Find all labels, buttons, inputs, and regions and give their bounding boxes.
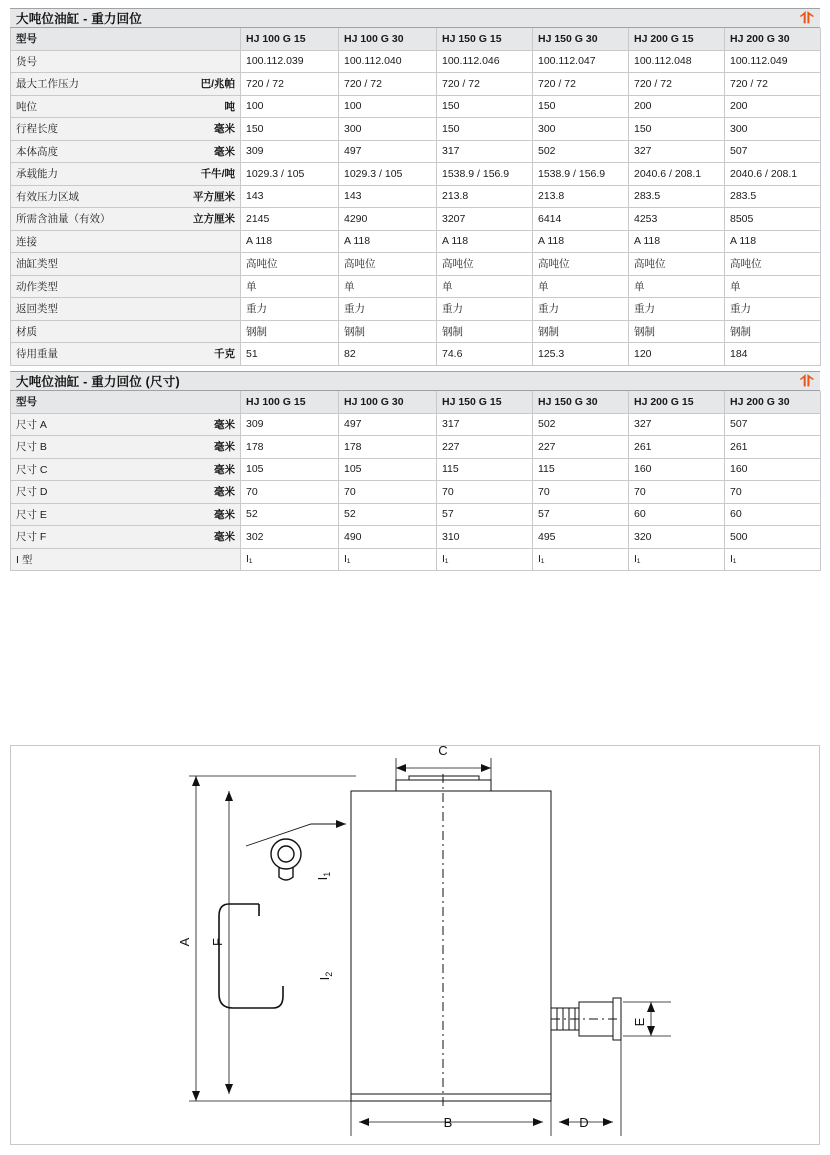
dim-label-e-text: E: [632, 1017, 647, 1027]
cell: 57: [533, 503, 629, 526]
header-cell: HJ 100 G 15: [241, 391, 339, 413]
header-cell: HJ 150 G 30: [533, 28, 629, 50]
cell: 100.112.039: [241, 50, 339, 73]
row-label-cell: [11, 140, 241, 163]
table-row: [11, 343, 821, 366]
row-label-cell: [11, 73, 241, 96]
header-cell: HJ 100 G 30: [339, 28, 437, 50]
cell: A 118: [725, 230, 821, 253]
cell: 100.112.046: [437, 50, 533, 73]
cell: 重力: [241, 298, 339, 321]
cell: 高吨位: [339, 253, 437, 276]
cell: 60: [725, 503, 821, 526]
block-title-main: [10, 8, 820, 28]
cell: 70: [533, 481, 629, 504]
cell: 重力: [725, 298, 821, 321]
cell: 60: [629, 503, 725, 526]
dim-label-b-text: B: [443, 1115, 453, 1130]
table-row: [11, 503, 821, 526]
cell: I₁: [241, 548, 339, 571]
row-label-cell: [11, 481, 241, 504]
cell: 1538.9 / 156.9: [533, 163, 629, 186]
row-label: 最大工作压力: [16, 78, 79, 91]
cell: 钢制: [339, 320, 437, 343]
cell: 105: [241, 458, 339, 481]
cell: 227: [437, 436, 533, 459]
dim-label-d-text: D: [579, 1115, 589, 1130]
cell: 150: [437, 118, 533, 141]
block-title-dimensions: [10, 371, 820, 391]
row-label: 连接: [16, 235, 37, 248]
dim-label-i2-text: $I_2$: [317, 971, 334, 981]
header-cell: HJ 200 G 30: [725, 391, 821, 413]
row-unit: 平方厘米: [193, 190, 235, 203]
cell: 单: [437, 275, 533, 298]
row-label: 货号: [16, 55, 37, 68]
cell: 310: [437, 526, 533, 549]
table-row: [11, 73, 821, 96]
cell: 51: [241, 343, 339, 366]
cell: 283.5: [725, 185, 821, 208]
cell: 钢制: [533, 320, 629, 343]
row-unit: 毫米: [214, 441, 235, 454]
cell: 70: [241, 481, 339, 504]
row-label: 动作类型: [16, 280, 58, 293]
cell: I₁: [629, 548, 725, 571]
cell: 4253: [629, 208, 725, 231]
cell: 高吨位: [533, 253, 629, 276]
cell: 100.112.048: [629, 50, 725, 73]
spec-block-main: [10, 8, 820, 366]
cell: 钢制: [725, 320, 821, 343]
arrow-down-icon: ⥣: [799, 9, 814, 27]
cell: 213.8: [437, 185, 533, 208]
cell: 1029.3 / 105: [339, 163, 437, 186]
cell: 单: [339, 275, 437, 298]
dim-label-i1-text: $I_1$: [315, 871, 332, 881]
table-row: [11, 208, 821, 231]
cell: 100: [241, 95, 339, 118]
dim-label-a-text: A: [177, 937, 192, 947]
row-label-cell: [11, 413, 241, 436]
table-row: [11, 481, 821, 504]
row-label: 吨位: [16, 100, 37, 113]
cell: 82: [339, 343, 437, 366]
cell: 300: [339, 118, 437, 141]
cell: 100: [339, 95, 437, 118]
table-row: [11, 253, 821, 276]
cell: A 118: [533, 230, 629, 253]
row-label: 尺寸 C: [16, 463, 48, 476]
cell: 8505: [725, 208, 821, 231]
row-label: 尺寸 A: [16, 418, 47, 431]
cell: 500: [725, 526, 821, 549]
cell: 150: [533, 95, 629, 118]
cell: 100.112.040: [339, 50, 437, 73]
row-unit: 立方厘米: [193, 213, 235, 226]
cell: 120: [629, 343, 725, 366]
cell: 143: [241, 185, 339, 208]
cell: 283.5: [629, 185, 725, 208]
row-label-cell: [11, 163, 241, 186]
table-row: [11, 230, 821, 253]
cell: 160: [725, 458, 821, 481]
cell: 502: [533, 140, 629, 163]
row-unit: 毫米: [214, 123, 235, 136]
row-label-cell: [11, 118, 241, 141]
block-title-text: 大吨位油缸 - 重力回位: [16, 12, 143, 26]
spec-table-dimensions: [10, 391, 821, 571]
table-row: [11, 163, 821, 186]
cell: 327: [629, 413, 725, 436]
cell: 150: [629, 118, 725, 141]
cell: 125.3: [533, 343, 629, 366]
row-label-cell: [11, 298, 241, 321]
spec-block-dimensions: [10, 371, 820, 571]
row-unit: 毫米: [214, 531, 235, 544]
block-title-text: 大吨位油缸 - 重力回位 (尺寸): [16, 375, 180, 389]
cell: 490: [339, 526, 437, 549]
cell: 300: [533, 118, 629, 141]
row-label: 材质: [16, 325, 37, 338]
cell: 单: [533, 275, 629, 298]
row-label: 有效压力区域: [16, 190, 79, 203]
header-cell: HJ 200 G 15: [629, 391, 725, 413]
cell: 57: [437, 503, 533, 526]
cell: 317: [437, 140, 533, 163]
cell: 497: [339, 413, 437, 436]
row-unit: 毫米: [214, 508, 235, 521]
table-row: [11, 413, 821, 436]
header-cell: HJ 150 G 15: [437, 28, 533, 50]
cell: 720 / 72: [629, 73, 725, 96]
header-cell: HJ 100 G 15: [241, 28, 339, 50]
row-label: 行程长度: [16, 123, 58, 136]
cell: 200: [725, 95, 821, 118]
cell: 302: [241, 526, 339, 549]
cell: 105: [339, 458, 437, 481]
row-label: 待用重量: [16, 348, 58, 361]
cell: 502: [533, 413, 629, 436]
table-row: [11, 436, 821, 459]
row-label: 尺寸 F: [16, 531, 47, 544]
row-label-cell: [11, 253, 241, 276]
cell: 100.112.047: [533, 50, 629, 73]
cell: 178: [241, 436, 339, 459]
cell: 317: [437, 413, 533, 436]
cell: 重力: [437, 298, 533, 321]
cell: I₁: [533, 548, 629, 571]
cell: 钢制: [241, 320, 339, 343]
header-cell: HJ 100 G 30: [339, 391, 437, 413]
row-label-cell: [11, 320, 241, 343]
cell: 178: [339, 436, 437, 459]
cell: 115: [533, 458, 629, 481]
row-label: 尺寸 B: [16, 441, 47, 454]
cell: I₁: [339, 548, 437, 571]
cell: 2145: [241, 208, 339, 231]
header-cell: HJ 200 G 15: [629, 28, 725, 50]
cell: 单: [725, 275, 821, 298]
cell: 70: [339, 481, 437, 504]
table-row: [11, 140, 821, 163]
cell: A 118: [437, 230, 533, 253]
cell: 227: [533, 436, 629, 459]
row-label: 尺寸 D: [16, 486, 48, 499]
cell: A 118: [241, 230, 339, 253]
table-row: [11, 548, 821, 571]
table-header-row: [11, 28, 821, 50]
row-label-cell: [11, 458, 241, 481]
cell: A 118: [629, 230, 725, 253]
row-label-cell: [11, 95, 241, 118]
cell: 高吨位: [629, 253, 725, 276]
cell: 100.112.049: [725, 50, 821, 73]
row-label-cell: [11, 185, 241, 208]
cell: 70: [725, 481, 821, 504]
row-label-cell: [11, 275, 241, 298]
row-label-cell: [11, 503, 241, 526]
cell: 309: [241, 413, 339, 436]
spec-table-main: [10, 28, 821, 366]
cell: 507: [725, 413, 821, 436]
row-unit: 吨: [224, 100, 235, 113]
row-label: 返回类型: [16, 303, 58, 316]
row-label: 所需含油量（有效）: [16, 213, 111, 226]
cell: 重力: [629, 298, 725, 321]
row-label-cell: [11, 50, 241, 73]
header-cell-model: 型号: [11, 391, 241, 413]
cell: 115: [437, 458, 533, 481]
cell: 213.8: [533, 185, 629, 208]
table-row: [11, 185, 821, 208]
cell: 720 / 72: [725, 73, 821, 96]
cell: I₁: [437, 548, 533, 571]
cell: 495: [533, 526, 629, 549]
row-label: 本体高度: [16, 145, 58, 158]
cell: 507: [725, 140, 821, 163]
cell: 497: [339, 140, 437, 163]
cell: 3207: [437, 208, 533, 231]
cell: 720 / 72: [437, 73, 533, 96]
arrow-down-icon: ⥣: [799, 372, 814, 390]
row-label-cell: [11, 548, 241, 571]
table-header-row: [11, 391, 821, 413]
cell: 261: [629, 436, 725, 459]
cell: 重力: [339, 298, 437, 321]
dim-label-c-text: C: [438, 746, 448, 758]
cell: 200: [629, 95, 725, 118]
cell: 6414: [533, 208, 629, 231]
cell: 2040.6 / 208.1: [725, 163, 821, 186]
cell: 150: [241, 118, 339, 141]
dim-label-f-text: F: [210, 938, 225, 946]
cell: 70: [629, 481, 725, 504]
row-label-cell: [11, 526, 241, 549]
row-unit: 千牛/吨: [200, 168, 235, 181]
cell: 高吨位: [437, 253, 533, 276]
cell: 720 / 72: [241, 73, 339, 96]
cell: 143: [339, 185, 437, 208]
row-unit: 千克: [214, 348, 235, 361]
cell: 261: [725, 436, 821, 459]
technical-drawing: [10, 745, 820, 1145]
row-label-cell: [11, 436, 241, 459]
cell: 钢制: [437, 320, 533, 343]
cell: 2040.6 / 208.1: [629, 163, 725, 186]
cell: 单: [241, 275, 339, 298]
cell: A 118: [339, 230, 437, 253]
row-label-cell: [11, 208, 241, 231]
cell: 300: [725, 118, 821, 141]
cell: 70: [437, 481, 533, 504]
cell: 327: [629, 140, 725, 163]
cell: 1029.3 / 105: [241, 163, 339, 186]
cell: 309: [241, 140, 339, 163]
cell: 1538.9 / 156.9: [437, 163, 533, 186]
row-unit: 毫米: [214, 418, 235, 431]
cell: 单: [629, 275, 725, 298]
cell: 52: [339, 503, 437, 526]
cell: 高吨位: [725, 253, 821, 276]
cell: 320: [629, 526, 725, 549]
table-row: [11, 298, 821, 321]
header-cell: HJ 150 G 15: [437, 391, 533, 413]
cell: 160: [629, 458, 725, 481]
cell: 720 / 72: [533, 73, 629, 96]
header-cell: HJ 200 G 30: [725, 28, 821, 50]
row-unit: 毫米: [214, 145, 235, 158]
cell: 4290: [339, 208, 437, 231]
row-unit: 毫米: [214, 486, 235, 499]
table-row: [11, 320, 821, 343]
row-label: I 型: [16, 553, 33, 566]
cell: 钢制: [629, 320, 725, 343]
table-row: [11, 458, 821, 481]
cell: 52: [241, 503, 339, 526]
table-row: [11, 50, 821, 73]
cell: 重力: [533, 298, 629, 321]
row-label-cell: [11, 230, 241, 253]
cell: 720 / 72: [339, 73, 437, 96]
header-cell: HJ 150 G 30: [533, 391, 629, 413]
cell: 高吨位: [241, 253, 339, 276]
row-label-cell: [11, 343, 241, 366]
row-label: 油缸类型: [16, 258, 58, 271]
row-label: 尺寸 E: [16, 508, 47, 521]
row-unit: 巴/兆帕: [200, 78, 235, 91]
table-row: [11, 275, 821, 298]
cell: 184: [725, 343, 821, 366]
cell: I₁: [725, 548, 821, 571]
table-row: [11, 95, 821, 118]
row-unit: 毫米: [214, 463, 235, 476]
cell: 74.6: [437, 343, 533, 366]
header-cell-model: 型号: [11, 28, 241, 50]
table-row: [11, 526, 821, 549]
table-row: [11, 118, 821, 141]
row-label: 承载能力: [16, 168, 58, 181]
cell: 150: [437, 95, 533, 118]
